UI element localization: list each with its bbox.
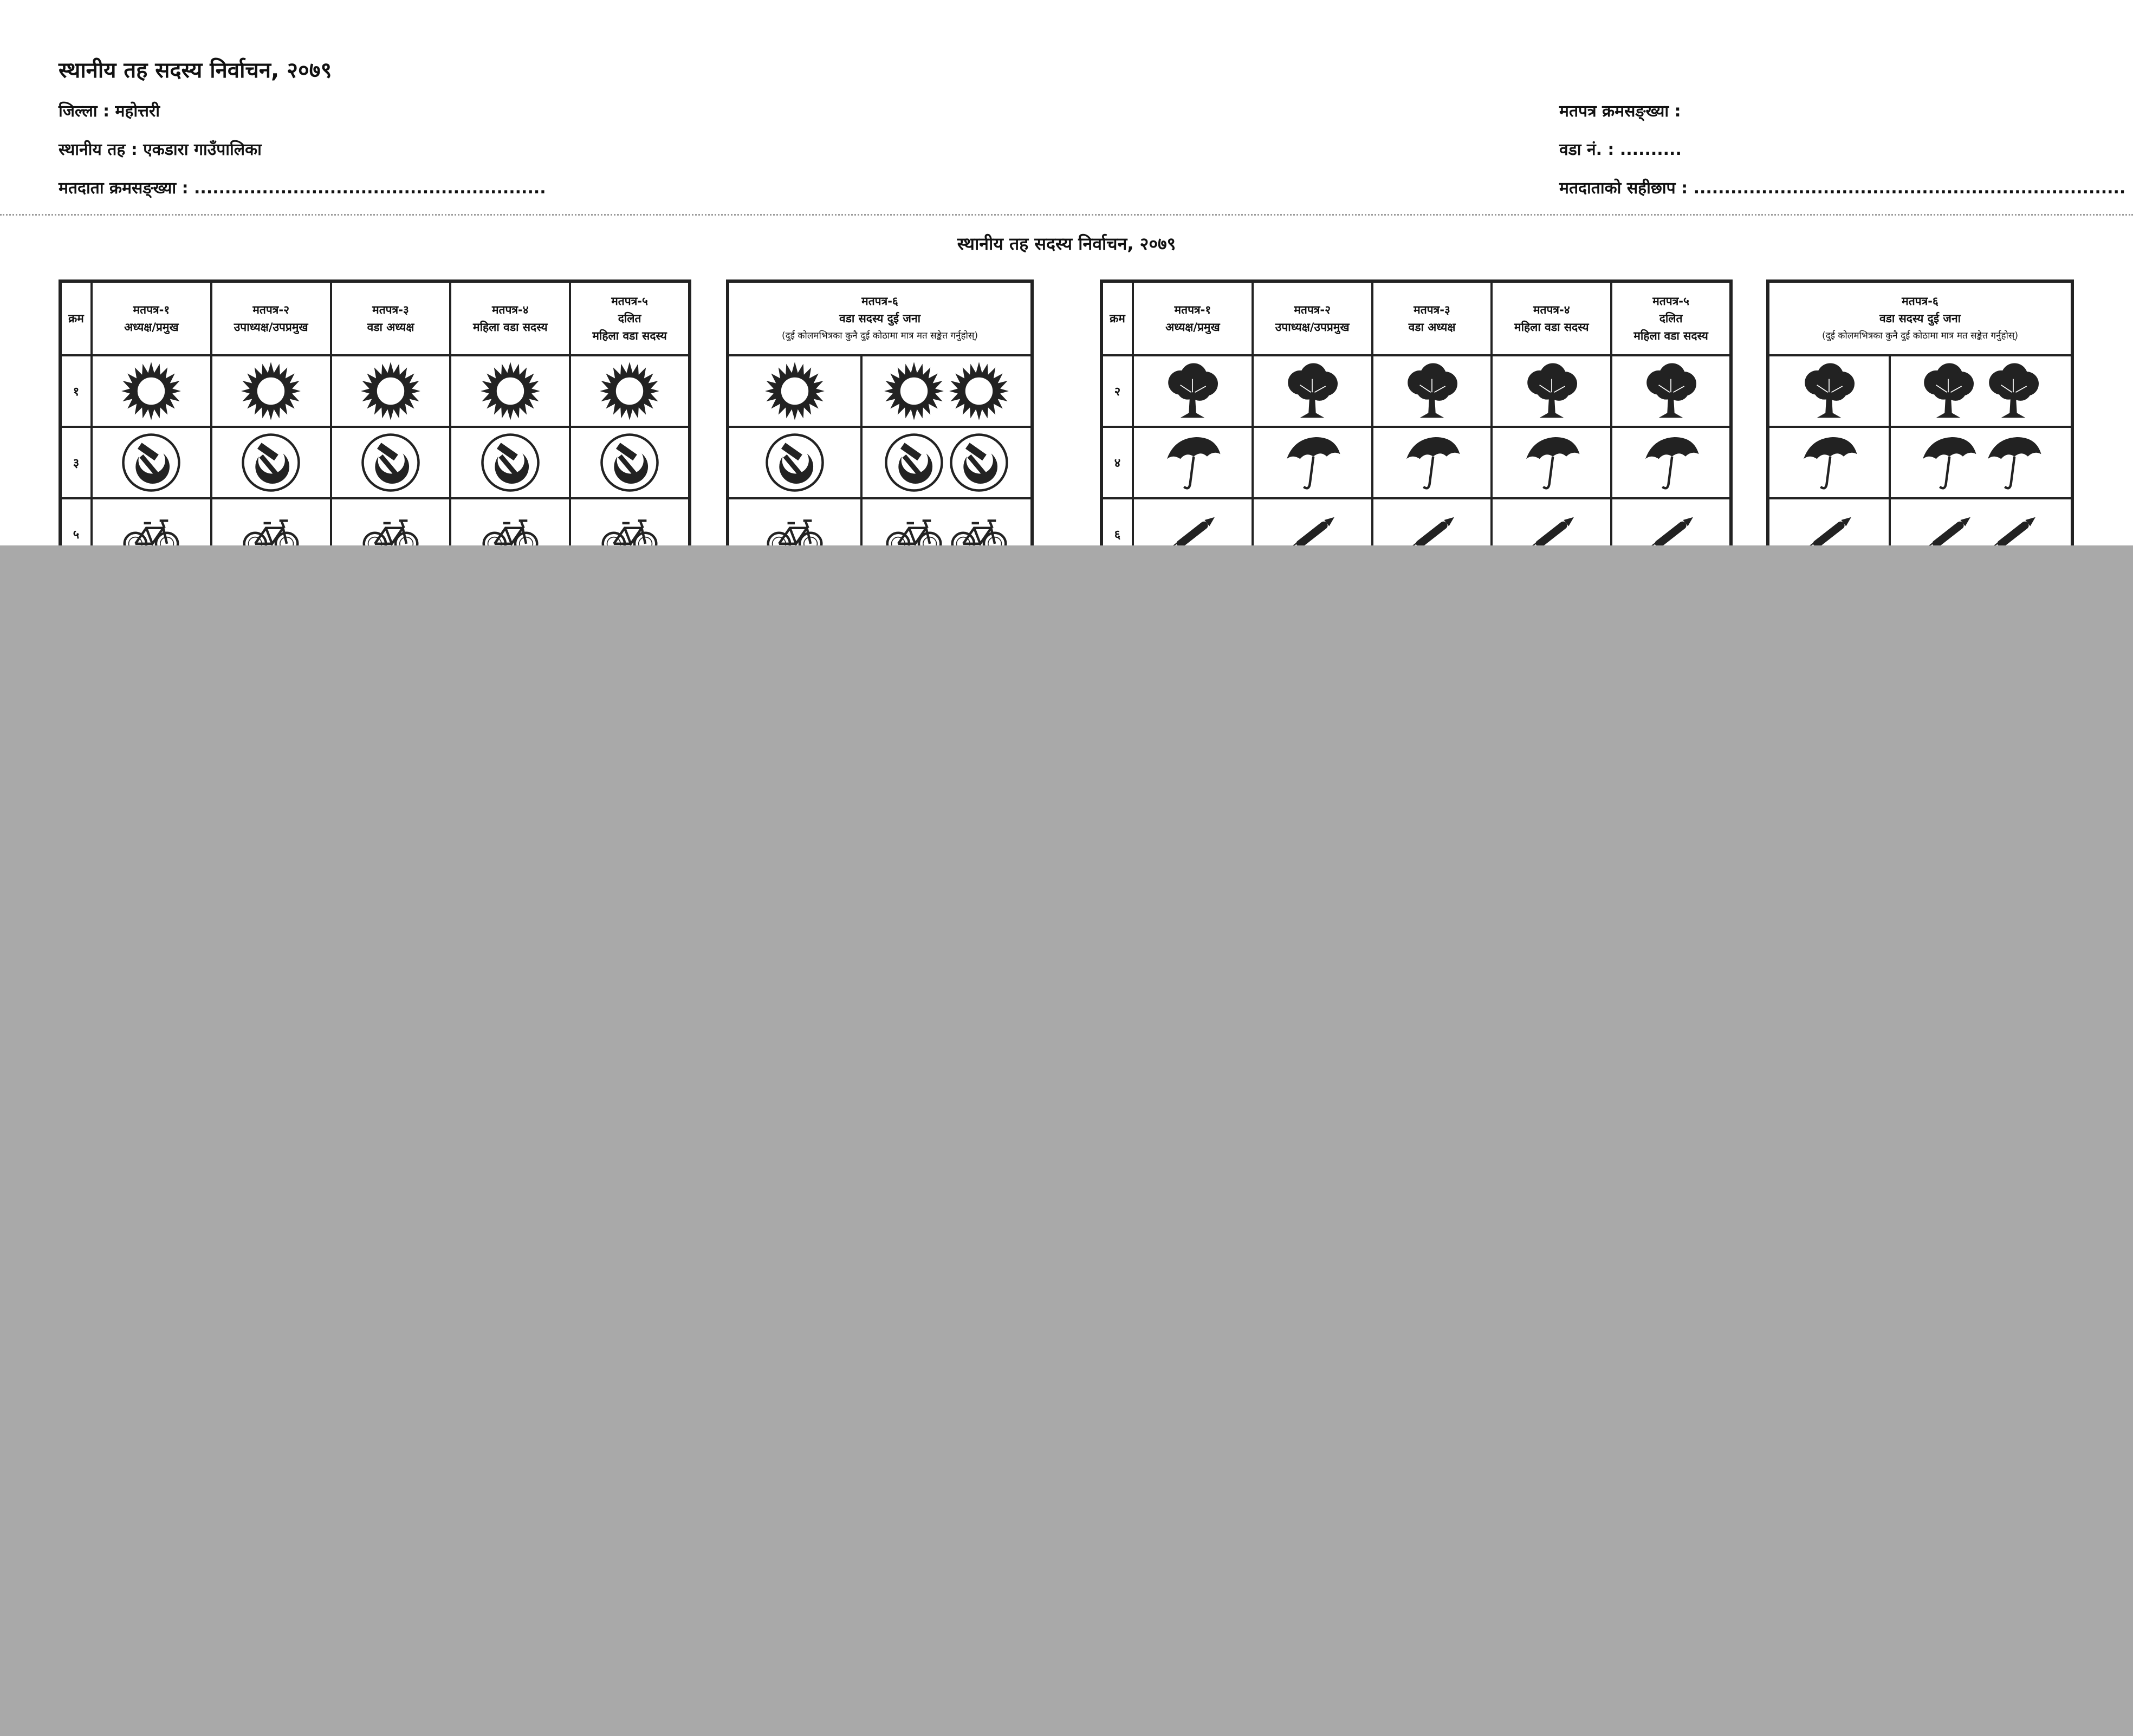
umbrella-icon	[1641, 432, 1701, 493]
table-row	[728, 427, 1032, 498]
vote-cell[interactable]	[1890, 355, 2072, 427]
hammer-sickle-icon	[764, 432, 825, 493]
voter-signature-field: मतदाताको सहीछाप : ......................................................................	[1559, 179, 2126, 198]
sun-icon	[360, 361, 421, 421]
table-row	[728, 355, 1032, 427]
hammer-sickle-icon	[949, 432, 1009, 493]
ballot-6-header: मतपत्र-६ वडा सदस्य दुई जना (दुई कोलमभित्रका कुनै दुई कोठामा मात्र मत सङ्केत गर्नुहोस्)	[1768, 281, 2072, 355]
tree-icon	[1402, 361, 1462, 421]
tree-icon	[1799, 361, 1859, 421]
header-title: स्थानीय तह सदस्य निर्वाचन, २०७९	[59, 58, 332, 83]
vote-cell[interactable]	[1492, 355, 1611, 427]
table-row	[60, 355, 690, 427]
hammer-sickle-icon	[360, 432, 421, 493]
vote-cell[interactable]	[92, 427, 211, 498]
vote-cell[interactable]	[1133, 427, 1253, 498]
hammer-sickle-icon	[121, 432, 181, 493]
table-row	[1101, 427, 1731, 498]
ballot-3-header: मतपत्र-३ वडा अध्यक्ष	[331, 281, 451, 355]
sun-icon	[884, 361, 944, 421]
tree-icon	[1162, 361, 1223, 421]
sun-icon	[480, 361, 541, 421]
serial-header: क्रम	[60, 281, 92, 355]
vote-cell[interactable]	[1768, 355, 1890, 427]
row-serial: २	[1101, 355, 1133, 427]
left-ballot-table	[59, 279, 691, 572]
umbrella-icon	[1799, 432, 1859, 493]
hammer-sickle-icon	[241, 432, 301, 493]
vote-cell[interactable]	[331, 427, 451, 498]
vote-cell[interactable]	[861, 355, 1032, 427]
sun-icon	[764, 361, 825, 421]
local-level-field: स्थानीय तह : एकडारा गाउँपालिका	[59, 140, 262, 159]
sun-icon	[241, 361, 301, 421]
table-row	[1768, 427, 2072, 498]
tree-icon	[1521, 361, 1582, 421]
vote-cell[interactable]	[450, 355, 570, 427]
row-serial: १	[60, 355, 92, 427]
ballot-1-header: मतपत्र-१ अध्यक्ष/प्रमुख	[1133, 281, 1253, 355]
tree-icon	[1641, 361, 1701, 421]
sun-icon	[599, 361, 660, 421]
ballot-5-header: मतपत्र-५ दलित महिला वडा सदस्य	[1611, 281, 1731, 355]
serial-header: क्रम	[1101, 281, 1133, 355]
ballot-2-header: मतपत्र-२ उपाध्यक्ष/उपप्रमुख	[211, 281, 331, 355]
vote-cell[interactable]	[1611, 355, 1731, 427]
gray-overlay	[0, 545, 2133, 1736]
vote-cell[interactable]	[1768, 427, 1890, 498]
hammer-sickle-icon	[884, 432, 944, 493]
vote-cell[interactable]	[1253, 355, 1372, 427]
vote-cell[interactable]	[570, 355, 690, 427]
ballot-1-header: मतपत्र-१ अध्यक्ष/प्रमुख	[92, 281, 211, 355]
district-field: जिल्ला : महोत्तरी	[59, 102, 160, 121]
vote-cell[interactable]	[570, 427, 690, 498]
left-ballot-6-table	[726, 279, 1034, 572]
sun-icon	[949, 361, 1009, 421]
sun-icon	[121, 361, 181, 421]
vote-cell[interactable]	[1611, 427, 1731, 498]
umbrella-icon	[1983, 432, 2044, 493]
ward-no-field: वडा नं. : ..........	[1559, 140, 1682, 159]
hammer-sickle-icon	[480, 432, 541, 493]
ballot-section-title: स्थानीय तह सदस्य निर्वाचन, २०७९	[957, 233, 1176, 254]
vote-cell[interactable]	[211, 355, 331, 427]
vote-cell[interactable]	[1133, 355, 1253, 427]
tree-icon	[1918, 361, 1979, 421]
umbrella-icon	[1918, 432, 1979, 493]
umbrella-icon	[1521, 432, 1582, 493]
table-row	[1768, 355, 2072, 427]
vote-cell[interactable]	[861, 427, 1032, 498]
ballot-2-header: मतपत्र-२ उपाध्यक्ष/उपप्रमुख	[1253, 281, 1372, 355]
voter-serial-field: मतदाता क्रमसङ्ख्या : .........................................................	[59, 179, 546, 198]
perforation-line	[0, 214, 2133, 216]
ballot-header	[59, 54, 2126, 198]
ballot-4-header: मतपत्र-४ महिला वडा सदस्य	[450, 281, 570, 355]
vote-cell[interactable]	[728, 355, 861, 427]
vote-cell[interactable]	[331, 355, 451, 427]
umbrella-icon	[1402, 432, 1462, 493]
vote-cell[interactable]	[1492, 427, 1611, 498]
row-serial: ५	[60, 498, 92, 570]
umbrella-icon	[1282, 432, 1343, 493]
hammer-sickle-icon	[599, 432, 660, 493]
right-ballot-6-table	[1766, 279, 2074, 572]
vote-cell[interactable]	[1372, 427, 1492, 498]
ballot-3-header: मतपत्र-३ वडा अध्यक्ष	[1372, 281, 1492, 355]
tree-icon	[1983, 361, 2044, 421]
table-row	[60, 427, 690, 498]
table-row	[1101, 355, 1731, 427]
row-serial: ४	[1101, 427, 1133, 498]
vote-cell[interactable]	[1890, 427, 2072, 498]
vote-cell[interactable]	[1372, 355, 1492, 427]
vote-cell[interactable]	[450, 427, 570, 498]
vote-cell[interactable]	[92, 355, 211, 427]
vote-cell[interactable]	[1253, 427, 1372, 498]
vote-cell[interactable]	[728, 427, 861, 498]
right-ballot-table	[1100, 279, 1733, 572]
ballot-6-header: मतपत्र-६ वडा सदस्य दुई जना (दुई कोलमभित्रका कुनै दुई कोठामा मात्र मत सङ्केत गर्नुहोस्)	[728, 281, 1032, 355]
ballot-4-header: मतपत्र-४ महिला वडा सदस्य	[1492, 281, 1611, 355]
row-serial: ६	[1101, 498, 1133, 570]
vote-cell[interactable]	[211, 427, 331, 498]
tree-icon	[1282, 361, 1343, 421]
row-serial: ३	[60, 427, 92, 498]
umbrella-icon	[1162, 432, 1223, 493]
ballot-serial-field: मतपत्र क्रमसङ्ख्या :	[1559, 102, 1681, 121]
ballot-5-header: मतपत्र-५ दलित महिला वडा सदस्य	[570, 281, 690, 355]
